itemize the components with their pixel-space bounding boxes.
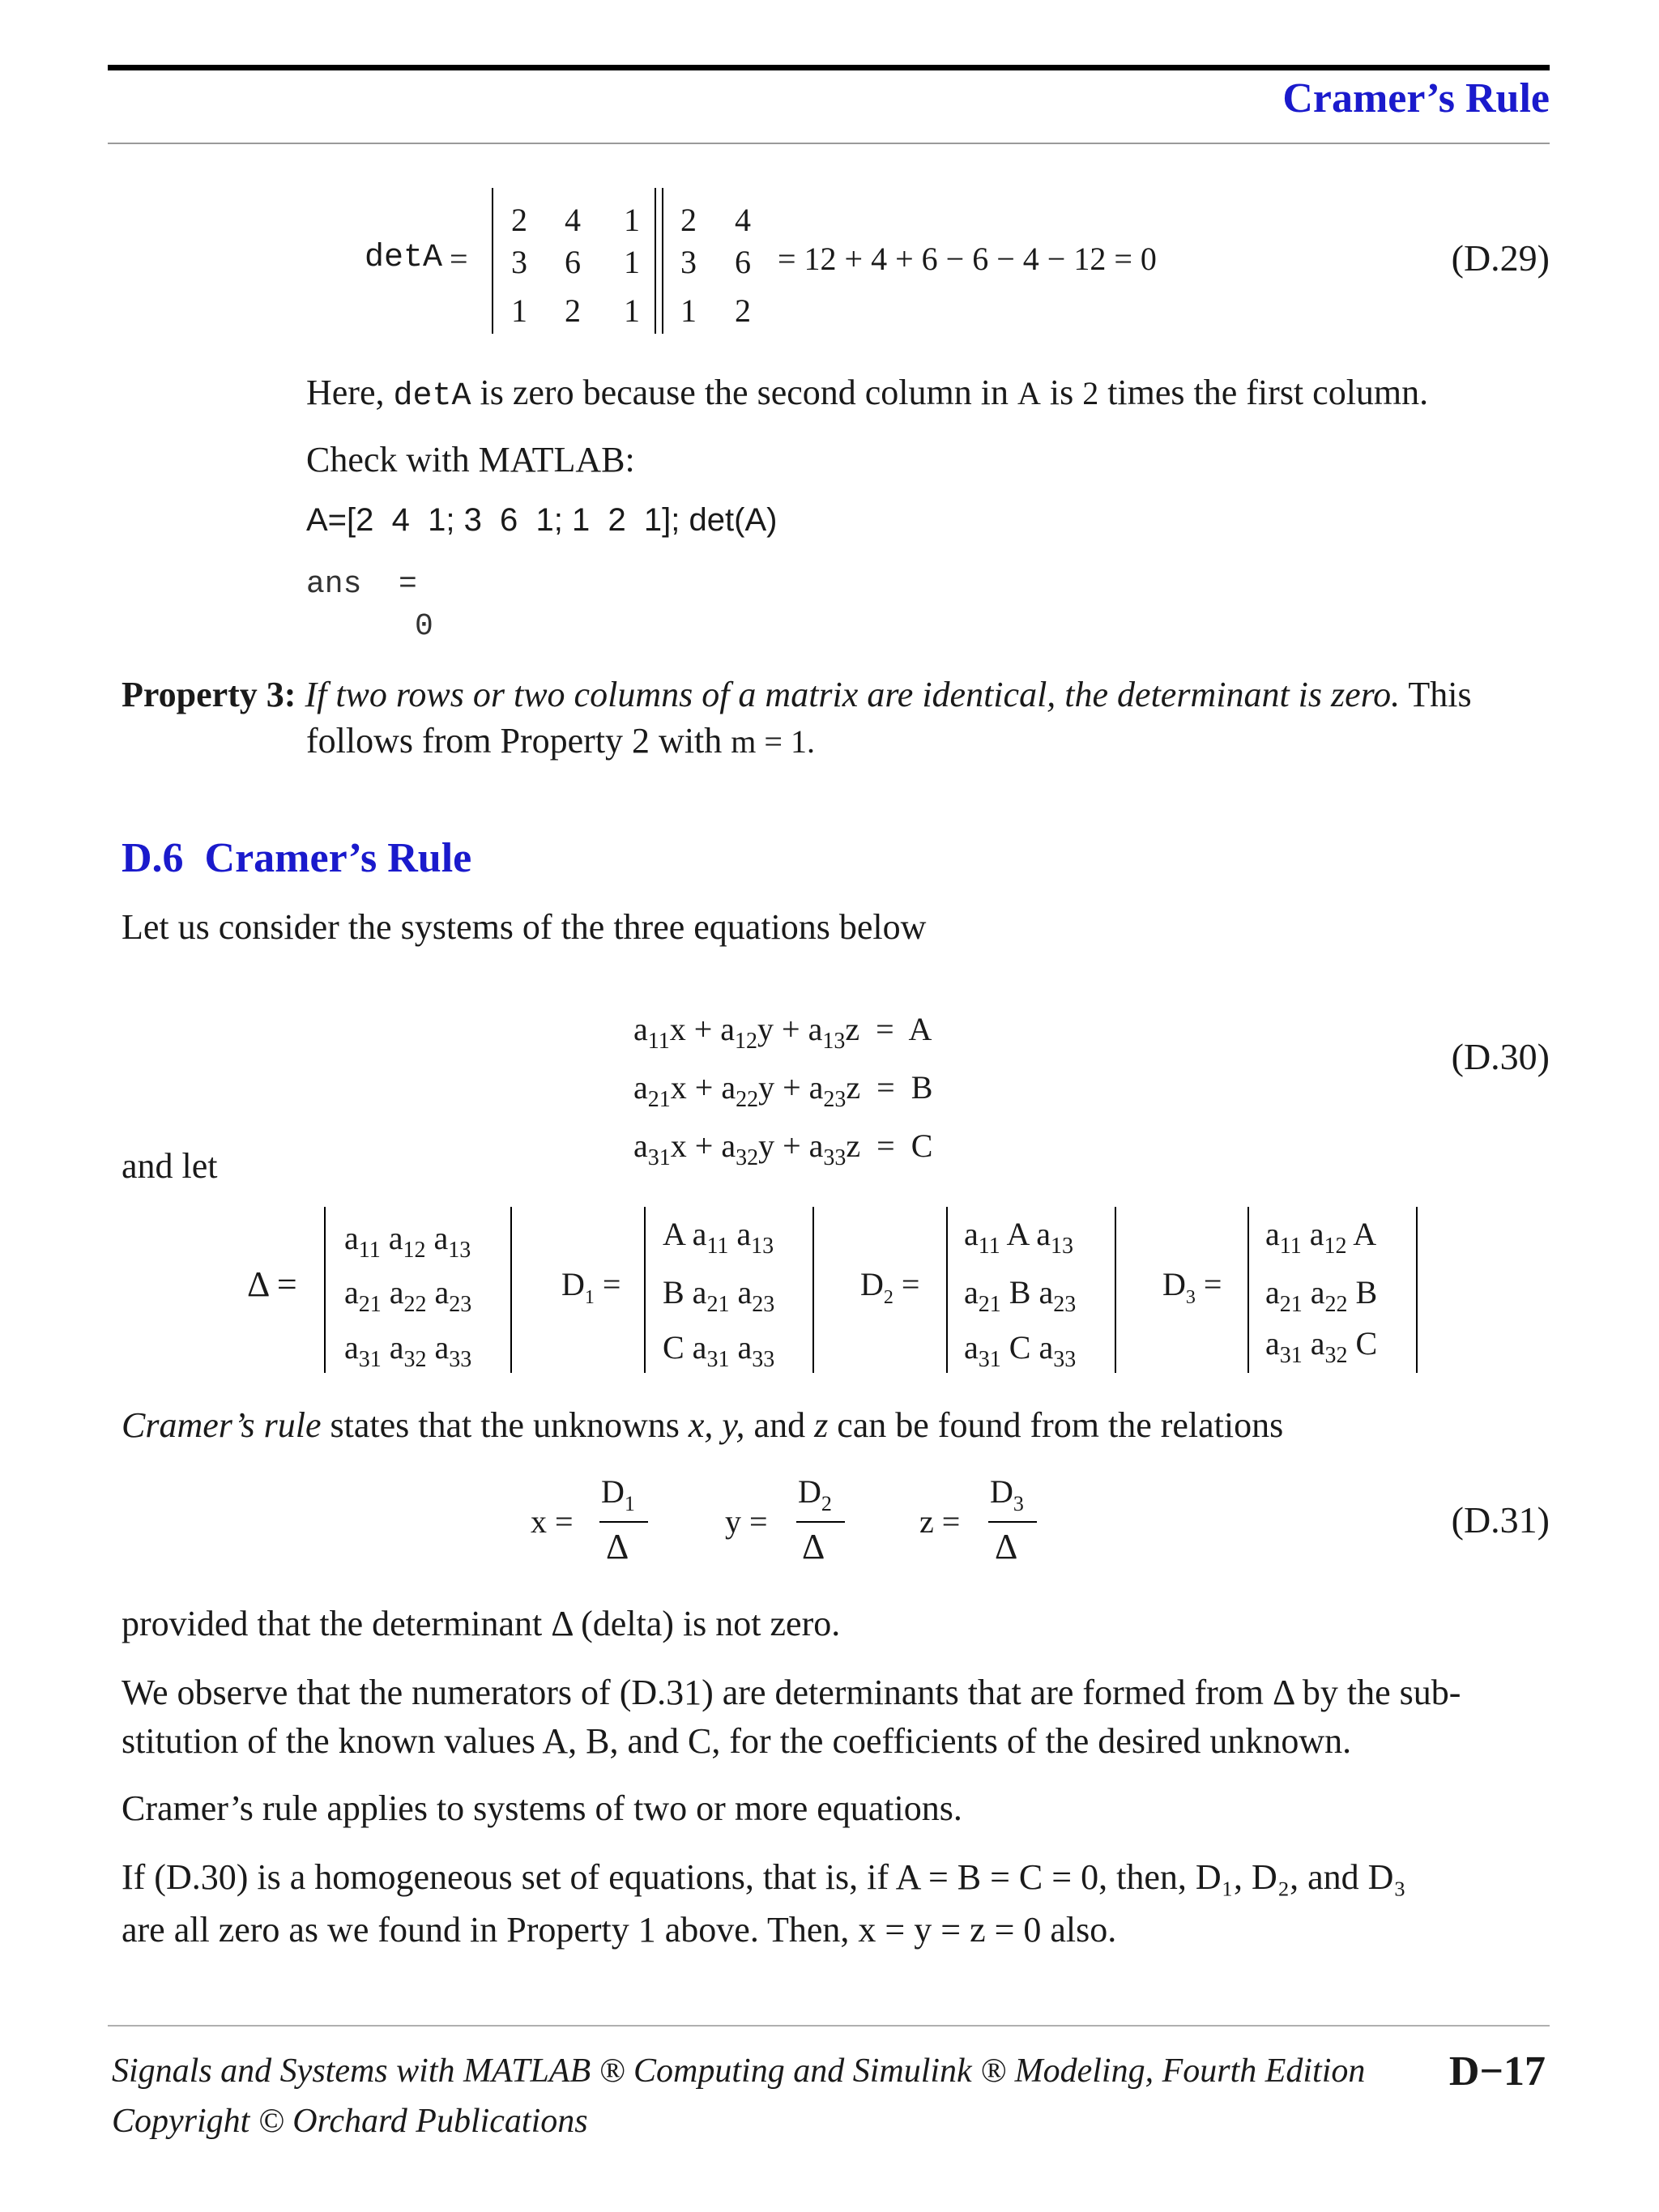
d2-row: $a_{11}$ A $a_{13}$ (964, 1216, 1073, 1259)
para-provided: provided that the determinant Δ (delta) is not zero. (122, 1604, 841, 1643)
d3-row: $a_{31}$ $a_{32}$ C (1265, 1325, 1378, 1368)
eq31-tag: (D.31) (1451, 1499, 1550, 1541)
eq29-cell: 1 (511, 292, 527, 329)
page-number: D−17 (1448, 2048, 1546, 2095)
header-rule (108, 65, 1550, 70)
d3-bar-left (1247, 1207, 1249, 1373)
eq29-aug-cell: 3 (680, 244, 697, 280)
eq31-z-num: $D_3$ (990, 1473, 1024, 1515)
eq29-bar-mid2 (662, 188, 663, 334)
eq30-row: $a_{11}x + a_{12}y + a_{13}z = A$ (633, 1011, 932, 1054)
eq31-y: y = (725, 1503, 768, 1540)
eq29-cell: 2 (511, 202, 527, 238)
para-applies: Cramer’s rule applies to systems of two or more equations. (122, 1788, 962, 1828)
d1-bar-right (812, 1207, 814, 1373)
running-header-title: Cramer’s Rule (1282, 75, 1550, 121)
d2-label: $D_2$ = (860, 1266, 920, 1308)
eq29-cell: 3 (511, 244, 527, 280)
eq31-x: x = (531, 1503, 574, 1540)
cramer-sentence: Cramer’s rule states that the unknowns x, y, and z can be found from the relations (122, 1405, 1284, 1445)
eq29-aug-cell: 2 (735, 292, 751, 329)
d1-row: A $a_{11}$ $a_{13}$ (663, 1216, 774, 1259)
eq31-y-num: $D_2$ (798, 1473, 832, 1515)
eq29-tag: (D.29) (1451, 237, 1550, 279)
eq30-tag: (D.30) (1451, 1036, 1550, 1077)
eq31-y-den: Δ (802, 1527, 825, 1566)
delta-row: $a_{11}$ $a_{12}$ $a_{13}$ (344, 1220, 471, 1263)
eq31-y-frac (796, 1521, 845, 1523)
section-heading: D.6 Cramer’s Rule (122, 835, 472, 881)
check-matlab: Check with MATLAB: (306, 440, 635, 479)
header-divider (108, 143, 1550, 144)
eq29-cell: 1 (624, 202, 640, 238)
eq29-equals: = (450, 241, 468, 277)
eq30-row: $a_{31}x + a_{32}y + a_{33}z = C$ (633, 1127, 933, 1170)
eq31-z: z = (919, 1503, 961, 1540)
eq31-z-den: Δ (995, 1527, 1018, 1566)
d1-bar-left (644, 1207, 646, 1373)
d3-bar-right (1416, 1207, 1418, 1373)
delta-bar-left (324, 1207, 326, 1373)
eq31-z-frac (988, 1521, 1037, 1523)
eq29-bar-left (492, 188, 493, 334)
matlab-ans: ans = (306, 567, 417, 602)
footer-book-title: Signals and Systems with MATLAB ® Computing and Simulink ® Modeling, Fourth Edition (112, 2052, 1366, 2090)
eq29-lhs: detA (365, 240, 443, 276)
eq29-cell: 6 (565, 244, 581, 280)
matlab-value: 0 (415, 609, 433, 644)
and-let: and let (122, 1146, 218, 1186)
d2-row: $a_{21}$ B $a_{23}$ (964, 1274, 1077, 1317)
eq29-cell: 1 (624, 244, 640, 280)
para-observe-2: stitution of the known values A, B, and C, for the coefficients of the desired unknown. (122, 1721, 1352, 1761)
matlab-command: A=[2 4 1; 3 6 1; 1 2 1]; det(A) (306, 502, 778, 538)
eq31-x-frac (599, 1521, 648, 1523)
footer-divider (108, 2025, 1550, 2027)
property3-line2: follows from Property 2 with m = 1. (306, 721, 815, 761)
delta-row: $a_{31}$ $a_{32}$ $a_{33}$ (344, 1329, 472, 1372)
eq31-x-den: Δ (606, 1527, 629, 1566)
delta-row: $a_{21}$ $a_{22}$ $a_{23}$ (344, 1274, 472, 1317)
d3-row: $a_{11}$ $a_{12}$ A (1265, 1216, 1377, 1259)
eq29-cell: 2 (565, 292, 581, 329)
delta-bar-right (510, 1207, 512, 1373)
para-observe-1: We observe that the numerators of (D.31) are determinants that are formed from Δ by the sub- (122, 1673, 1461, 1712)
eq31-x-num: $D_1$ (601, 1473, 635, 1515)
para-here: Here, detA is zero because the second column in A is 2 times the first column. (306, 373, 1429, 415)
eq29-bar-mid1 (655, 188, 656, 334)
delta-label: Δ = (247, 1264, 297, 1304)
d1-row: B $a_{21}$ $a_{23}$ (663, 1274, 775, 1317)
d1-row: C $a_{31}$ $a_{33}$ (663, 1329, 775, 1372)
eq29-aug-cell: 4 (735, 202, 751, 238)
para-homog-2: are all zero as we found in Property 1 above. Then, x = y = z = 0 also. (122, 1910, 1117, 1950)
footer-copyright: Copyright © Orchard Publications (112, 2103, 588, 2140)
property3-line1: Property 3: If two rows or two columns of a matrix are identical, the determinant is zero. This (122, 675, 1472, 714)
eq29-aug-cell: 6 (735, 244, 751, 280)
eq29-aug-cell: 1 (680, 292, 697, 329)
eq30-row: $a_{21}x + a_{22}y + a_{23}z = B$ (633, 1069, 933, 1112)
d2-row: $a_{31}$ C $a_{33}$ (964, 1329, 1077, 1372)
eq29-rhs: = 12 + 4 + 6 − 6 − 4 − 12 = 0 (778, 241, 1157, 277)
d2-bar-left (946, 1207, 948, 1373)
para-homog-1: If (D.30) is a homogeneous set of equations, that is, if A = B = C = 0, then, D₁, D₂, and D₃ (122, 1857, 1406, 1897)
eq29-cell: 1 (624, 292, 640, 329)
d3-row: $a_{21}$ $a_{22}$ B (1265, 1274, 1378, 1317)
eq29-cell: 4 (565, 202, 581, 238)
intro-text: Let us consider the systems of the three equations below (122, 907, 927, 947)
d1-label: $D_1$ = (561, 1266, 621, 1308)
eq29-aug-cell: 2 (680, 202, 697, 238)
d2-bar-right (1115, 1207, 1116, 1373)
d3-label: $D_3$ = (1162, 1266, 1222, 1308)
